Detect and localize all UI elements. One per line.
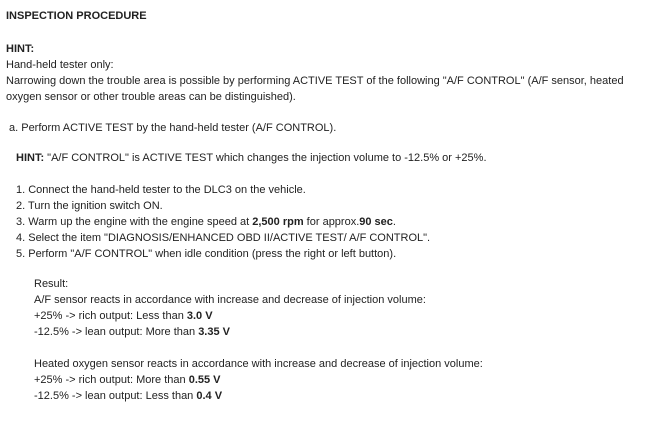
hint-line-tester-only: Hand-held tester only: <box>6 59 114 71</box>
active-test-hint <box>16 150 646 166</box>
active-test-hint-text: "A/F CONTROL" is ACTIVE TEST which changes the injection volume to -12.5% or +25%. <box>44 152 487 164</box>
af-rich-text: +25% -> rich output: Less than <box>34 310 187 322</box>
section-title: INSPECTION PROCEDURE <box>6 10 147 22</box>
ho2-rich-value: 0.55 V <box>188 374 221 386</box>
step-a-perform-active-test: a. Perform ACTIVE TEST by the hand-held tester (A/F CONTROL). <box>9 122 337 134</box>
af-lean-output <box>34 324 646 340</box>
active-test-hint-label: HINT: <box>16 152 45 164</box>
ho2-sensor-result <box>34 356 646 404</box>
ho2-lean-text: -12.5% -> lean output: Less than <box>34 390 197 402</box>
inspection-procedure-document <box>6 8 646 404</box>
ho2-rich-text: +25% -> rich output: More than <box>34 374 189 386</box>
af-sensor-result <box>34 292 646 340</box>
step-4: 4. Select the item "DIAGNOSIS/ENHANCED OBD II/ACTIVE TEST/ A/F CONTROL". <box>16 232 431 244</box>
step-3 <box>16 214 646 230</box>
result-section <box>34 276 646 404</box>
procedure-detail <box>16 150 646 404</box>
af-rich-value: 3.0 V <box>186 310 213 322</box>
result-label: Result: <box>34 278 69 290</box>
hint-heading: HINT: <box>6 43 35 55</box>
af-lean-value: 3.35 V <box>198 326 230 338</box>
ho2-lean-value: 0.4 V <box>196 390 223 402</box>
ho2-rich-output <box>34 372 646 388</box>
hint-line-narrowing: Narrowing down the trouble area is possible by performing ACTIVE TEST of the following "A/F CONTROL" (A/F sensor, heated oxygen sensor or other trouble areas can be distinguished). <box>6 75 624 103</box>
procedure-steps <box>16 182 646 262</box>
af-lean-text: -12.5% -> lean output: More than <box>34 326 199 338</box>
step-3-mid: for approx. <box>303 216 360 228</box>
step-3-rpm: 2,500 rpm <box>252 216 304 228</box>
step-2: 2. Turn the ignition switch ON. <box>16 200 163 212</box>
step-3-text: 3. Warm up the engine with the engine speed at <box>16 216 253 228</box>
hint-block <box>6 41 646 105</box>
step-3-duration: 90 sec <box>359 216 393 228</box>
af-rich-output <box>34 308 646 324</box>
af-sensor-intro: A/F sensor reacts in accordance with increase and decrease of injection volume: <box>34 294 426 306</box>
step-3-end: . <box>392 216 396 228</box>
ho2-lean-output <box>34 388 646 404</box>
ho2-sensor-intro: Heated oxygen sensor reacts in accordance with increase and decrease of injection volume: <box>34 358 483 370</box>
step-1: 1. Connect the hand-held tester to the DLC3 on the vehicle. <box>16 184 306 196</box>
step-5: 5. Perform "A/F CONTROL" when idle condition (press the right or left button). <box>16 248 397 260</box>
